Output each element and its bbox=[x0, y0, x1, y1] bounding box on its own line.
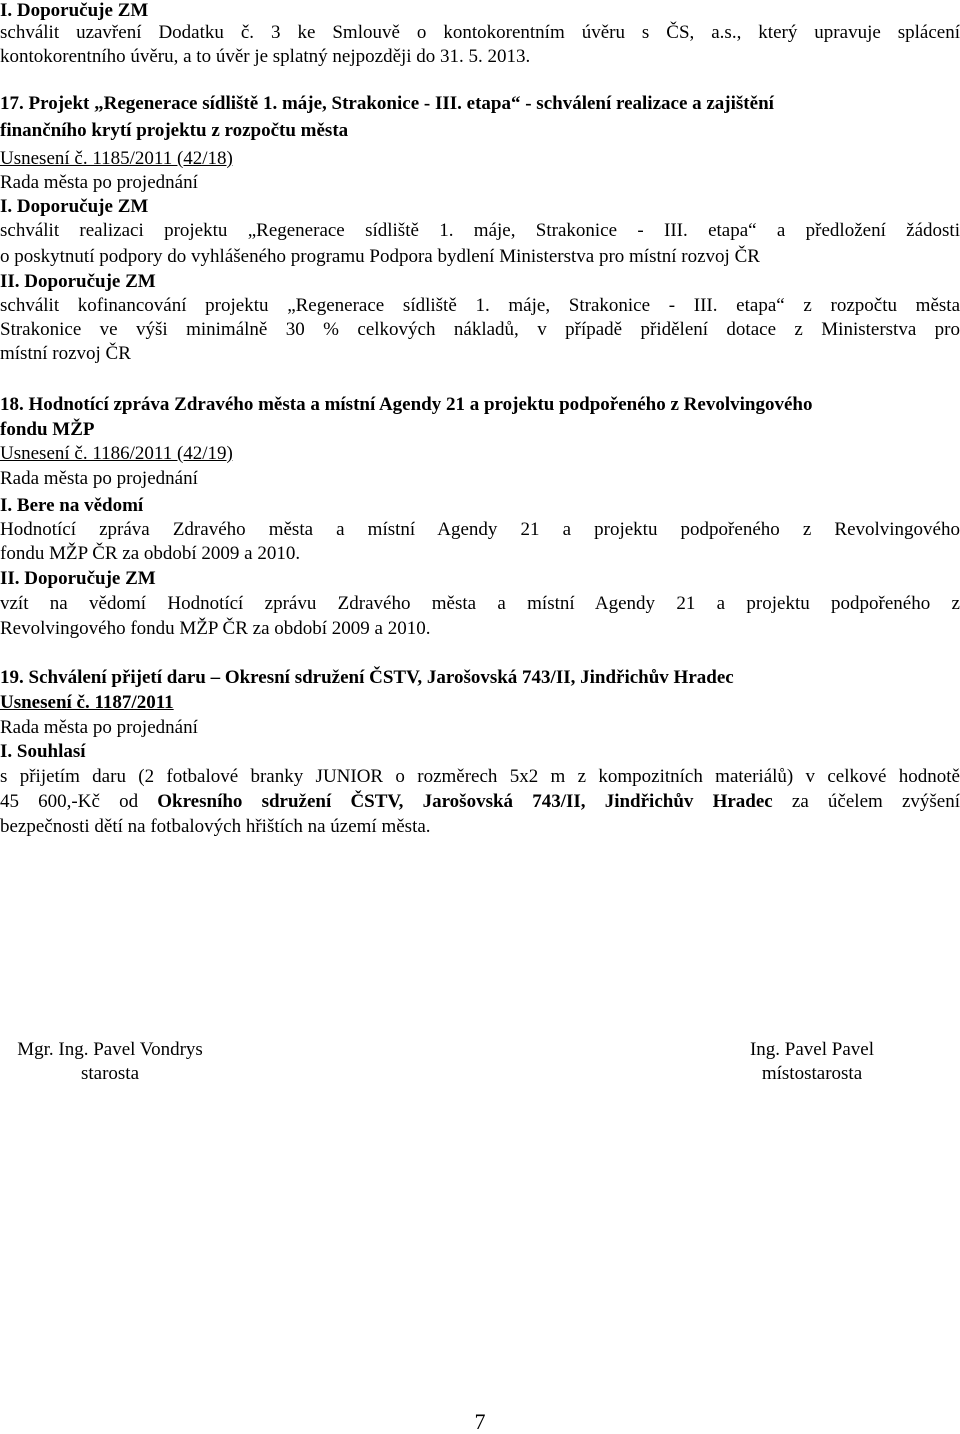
item17-council: Rada města po projednání bbox=[0, 172, 198, 193]
item17-title-2: finančního krytí projektu z rozpočtu města bbox=[0, 120, 349, 141]
item17-p1-line-1: schválit realizaci projektu „Regenerace sídliště 1. máje, Strakonice - III. etapa“ a předložení žádosti bbox=[0, 220, 960, 241]
item18-resolution-text: Usnesení č. 1186/2011 (42/19) bbox=[0, 443, 233, 464]
item19-amount-text: 45 600,-Kč od bbox=[0, 791, 158, 812]
item18-title-2: fondu MŽP bbox=[0, 419, 95, 440]
item18-p2-line-1: vzít na vědomí Hodnotící zprávu Zdravého města a místní Agendy 21 a projektu podpořeného z bbox=[0, 593, 960, 614]
item19-donor-name: Okresního sdružení ČSTV, Jarošovská 743/II, Jindřichův Hradec bbox=[157, 791, 773, 812]
item17-h2: II. Doporučuje ZM bbox=[0, 271, 156, 292]
item17-resolution bbox=[0, 147, 960, 171]
signature-right-name: Ing. Pavel Pavel bbox=[749, 1039, 874, 1060]
item18-p1-line-2: fondu MŽP ČR za období 2009 a 2010. bbox=[0, 543, 301, 564]
item18-council: Rada města po projednání bbox=[0, 468, 198, 489]
item19-p1-line-1: s přijetím daru (2 fotbalové branky JUNIOR o rozměrech 5x2 m z kompozitních materiálů) v celkové hodnotě bbox=[0, 766, 960, 787]
page-number: 7 bbox=[474, 1409, 486, 1434]
item18-resolution bbox=[0, 442, 960, 466]
top-heading: I. Doporučuje ZM bbox=[0, 0, 149, 21]
item19-title: 19. Schválení přijetí daru – Okresní sdružení ČSTV, Jarošovská 743/II, Jindřichův Hradec bbox=[0, 667, 734, 688]
item17-resolution-text: Usnesení č. 1185/2011 (42/18) bbox=[0, 148, 233, 169]
item19-resolution bbox=[0, 691, 960, 715]
item19-p1-line-3: bezpečnosti dětí na fotbalových hřištích na území města. bbox=[0, 816, 431, 837]
top-line-2: kontokorentního úvěru, a to úvěr je splatný nejpozději do 31. 5. 2013. bbox=[0, 46, 531, 67]
item19-council: Rada města po projednání bbox=[0, 717, 198, 738]
item17-p1-line-2: o poskytnutí podpory do vyhlášeného programu Podpora bydlení Ministerstva pro místní rozvoj ČR bbox=[0, 246, 760, 267]
item18-h2: II. Doporučuje ZM bbox=[0, 568, 156, 589]
top-line-1: schválit uzavření Dodatku č. 3 ke Smlouvě o kontokorentním úvěru s ČS, a.s., který upravuje splácení bbox=[0, 22, 960, 43]
item17-h1: I. Doporučuje ZM bbox=[0, 196, 149, 217]
item17-title-1: 17. Projekt „Regenerace sídliště 1. máje, Strakonice - III. etapa“ - schválení realizace a zajištění bbox=[0, 93, 774, 114]
signature-right-role: místostarosta bbox=[761, 1063, 863, 1084]
signature-left-name: Mgr. Ing. Pavel Vondrys bbox=[17, 1039, 203, 1060]
item18-p2-line-2: Revolvingového fondu MŽP ČR za období 2009 a 2010. bbox=[0, 618, 431, 639]
item19-h1: I. Souhlasí bbox=[0, 741, 86, 762]
signature-right bbox=[732, 1038, 892, 1086]
item19-resolution-text: Usnesení č. 1187/2011 bbox=[0, 692, 174, 713]
item17-p2-line-2: Strakonice ve výši minimálně 30 % celkových nákladů, v případě přidělení dotace z Ministerstva pro bbox=[0, 319, 960, 340]
item19-purpose-text: za účelem zvýšení bbox=[772, 791, 960, 812]
item18-h1: I. Bere na vědomí bbox=[0, 495, 144, 516]
item18-p1-line-1: Hodnotící zpráva Zdravého města a místní Agendy 21 a projektu podpořeného z Revolvingového bbox=[0, 519, 960, 540]
item17-p2-line-1: schválit kofinancování projektu „Regenerace sídliště 1. máje, Strakonice - III. etapa“ z rozpočtu města bbox=[0, 295, 960, 316]
item17-p2-line-3: místní rozvoj ČR bbox=[0, 343, 131, 364]
signature-left-role: starosta bbox=[80, 1063, 140, 1084]
signature-left bbox=[0, 1038, 220, 1086]
item19-p1-line-2 bbox=[0, 790, 960, 814]
item18-title-1: 18. Hodnotící zpráva Zdravého města a místní Agendy 21 a projektu podpořeného z Revolvingového bbox=[0, 394, 813, 415]
